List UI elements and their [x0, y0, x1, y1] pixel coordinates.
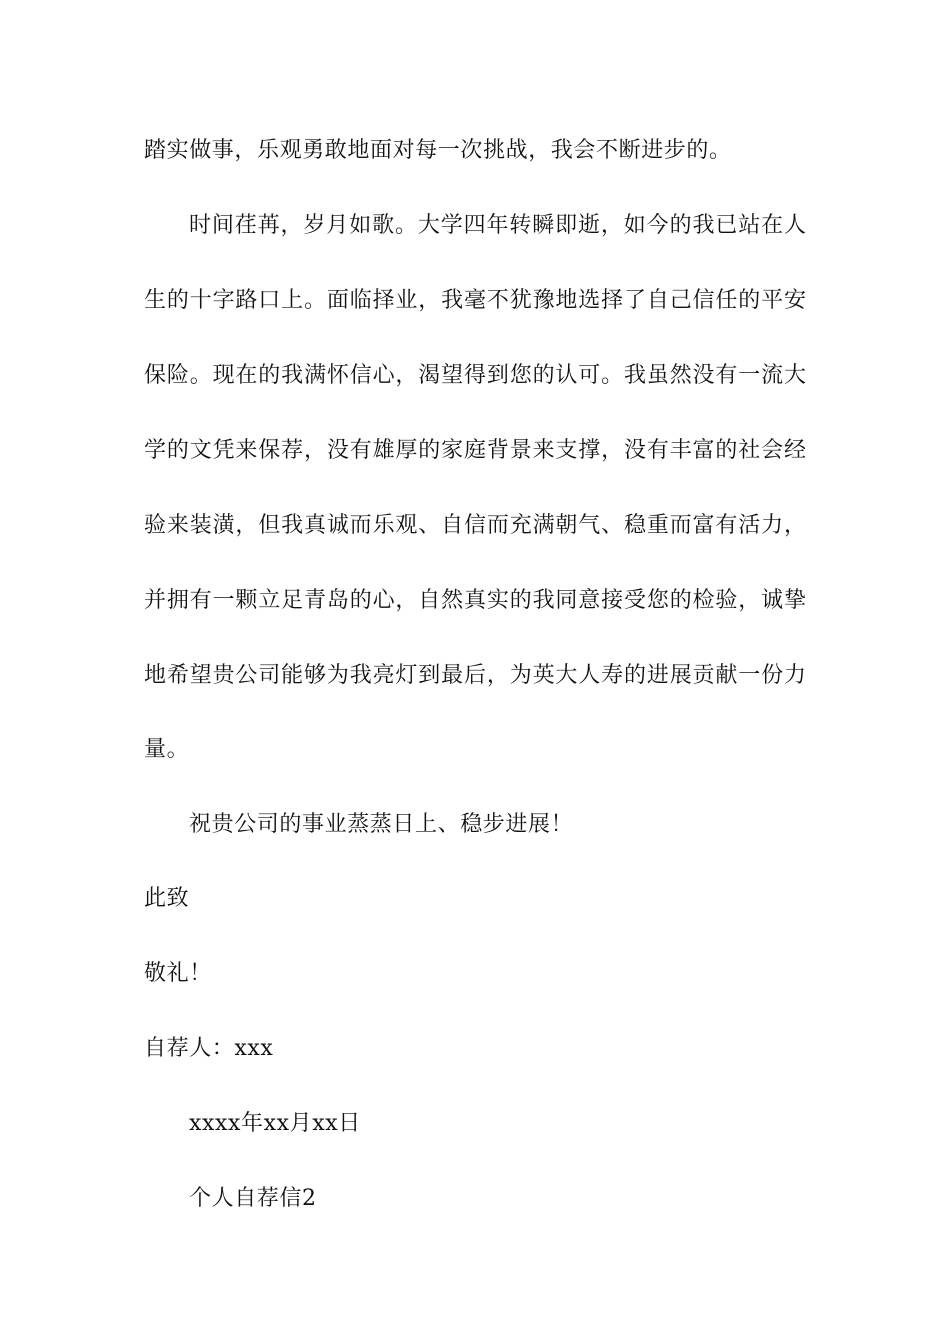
paragraph-2-line-3: 保险。现在的我满怀信心，渴望得到您的认可。我虽然没有一流大	[144, 363, 806, 388]
paragraph-2-line-6: 并拥有一颗立足青岛的心，自然真实的我同意接受您的检验，诚挚	[144, 588, 806, 613]
next-letter-title: 个人自荐信2	[189, 1186, 317, 1211]
signature-line: 自荐人：xxx	[144, 1036, 274, 1061]
paragraph-2-line-4: 学的文凭来保荐，没有雄厚的家庭背景来支撑，没有丰富的社会经	[144, 438, 806, 463]
date-line: xxxx年xx月xx日	[189, 1111, 361, 1136]
paragraph-2-line-1: 时间荏苒，岁月如歌。大学四年转瞬即逝，如今的我已站在人	[189, 213, 806, 238]
paragraph-1-tail: 踏实做事，乐观勇敢地面对每一次挑战，我会不断进步的。	[144, 138, 732, 163]
closing-regards: 敬礼！	[144, 961, 212, 986]
paragraph-2-line-5: 验来装潢，但我真诚而乐观、自信而充满朝气、稳重而富有活力，	[144, 513, 806, 538]
paragraph-2-line-2: 生的十字路口上。面临择业，我毫不犹豫地选择了自己信任的平安	[144, 288, 806, 313]
closing-salutation: 此致	[144, 886, 190, 911]
paragraph-2-line-7: 地希望贵公司能够为我亮灯到最后，为英大人寿的进展贡献一份力	[144, 663, 806, 688]
paragraph-2-line-8: 量。	[144, 737, 190, 762]
blessing-line: 祝贵公司的事业蒸蒸日上、稳步进展！	[189, 812, 574, 837]
